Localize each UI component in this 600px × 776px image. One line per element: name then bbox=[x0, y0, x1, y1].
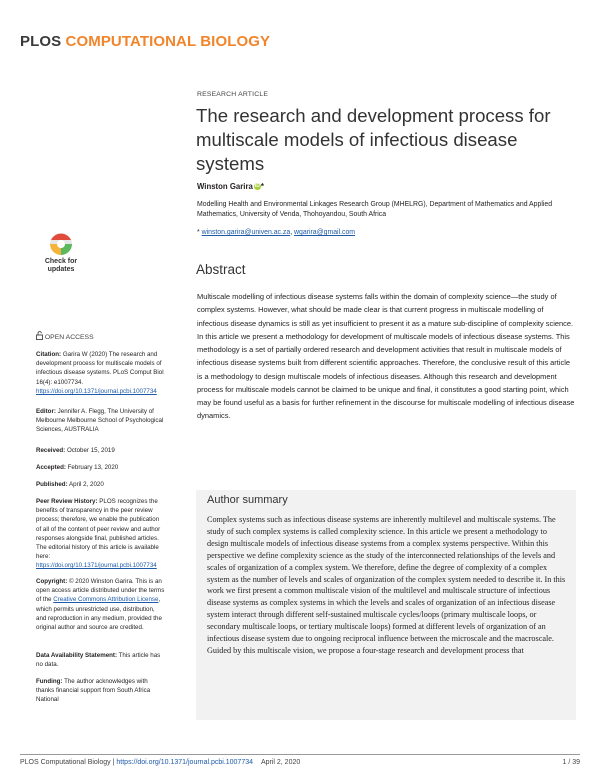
footer bbox=[20, 759, 300, 766]
author-name[interactable]: Winston Garira bbox=[197, 182, 253, 191]
journal-name bbox=[20, 33, 270, 50]
received-block bbox=[36, 446, 166, 455]
copyright-text-1: © 2020 Winston Garira. This is an open access article distributed under the terms of the bbox=[36, 578, 165, 604]
affiliation: Modelling Health and Environmental Linkages Research Group (MHELRG), Department of Mathematics and Applied Mathematics, University of Venda, Thohoyandou, South Africa bbox=[197, 201, 553, 218]
footer-journal: PLOS Computational Biology bbox=[20, 759, 111, 766]
accepted-date: February 13, 2020 bbox=[67, 464, 119, 471]
article-title: The research and development process for multiscale models of infectious disease systems bbox=[196, 105, 551, 174]
check-for-updates-line1: Check for bbox=[44, 258, 78, 265]
peer-review-block bbox=[36, 497, 166, 571]
abstract-text: Multiscale modelling of infectious disease systems falls within the domain of complexity science—the study of complex systems. However, what should be made clear is that current progress in multiscale modelling of infectious disease dynamics is still as yet insufficient to present it as a mature sub-discipline of complexity science. In this article we present a methodology for development of multiscale models of infectious disease systems. This methodology is a set of partially ordered research and development activities that result in multiscale models of infectious disease systems built from different scientific approaches. Therefore, the conclusive result of this article is a methodology to design multiscale models of infectious diseases. Although this research and development process for multiscale models cannot be claimed to be unique and final, it constitutes a good starting point, which may be found useful as a basis for further refinement in the discourse for multiscale modelling of infectious disease dynamics. bbox=[197, 292, 575, 421]
data-availability-label: Data Availability Statement: bbox=[36, 652, 118, 659]
author-summary-text: Complex systems such as infectious disease systems are inherently multilevel and multiscale systems. The study of such complex systems is called complexity science. In this article we present a methodology to design multiscale models of infectious disease systems from a complex systems perspective. Within this perspective we define complexity science as the study of the interconnected relationships of the levels and scales of organization of a complex system. We therefore, define the degree of complexity of a complex system as the number of levels and scales of organization of the complex system needed to describe it. In this work we first present a common multiscale vision of the multilevel and multiscale structure of infectious disease systems as complex systems in which the levels and scales of organization of an infectious disease system interact through different self-sustained multiscale cycles/loops (primary multiscale loops, or secondary multiscale loops, or tertiary multiscale loops) formed at different levels of organization of an infectious disease system due to ongoing reciprocal influence between the microscale and the macroscale. Guided by this multiscale vision, we propose a four-stage research and development process that bbox=[207, 515, 566, 655]
email-line bbox=[197, 229, 355, 236]
data-availability-text: This article has no data. bbox=[36, 652, 161, 669]
email-link-2[interactable]: wgarira@gmail.com bbox=[294, 229, 356, 236]
editor-text: Jennifer A. Flegg, The University of Melbourne Melbourne School of Psychological Sciences, AUSTRALIA bbox=[36, 408, 164, 434]
email-mark: * bbox=[197, 229, 200, 236]
license-link[interactable]: Creative Commons Attribution License bbox=[53, 596, 159, 604]
journal-name-title: COMPUTATIONAL BIOLOGY bbox=[65, 33, 271, 50]
article-type: RESEARCH ARTICLE bbox=[197, 91, 269, 98]
check-for-updates-badge[interactable] bbox=[38, 230, 84, 280]
accepted-block bbox=[36, 463, 166, 472]
abstract-heading: Abstract bbox=[196, 262, 246, 277]
footer-date: April 2, 2020 bbox=[260, 759, 301, 766]
citation-doi-link[interactable]: https://doi.org/10.1371/journal.pcbi.1007734 bbox=[36, 387, 157, 395]
footer-divider bbox=[20, 754, 580, 755]
received-label: Received: bbox=[36, 447, 66, 454]
editor-label: Editor: bbox=[36, 408, 56, 415]
orcid-icon[interactable]: iD bbox=[254, 183, 260, 190]
journal-name-plos: PLOS bbox=[20, 33, 62, 50]
footer-separator: | bbox=[110, 759, 117, 766]
footer-doi-link[interactable]: https://doi.org/10.1371/journal.pcbi.1007734 bbox=[116, 759, 253, 766]
published-block bbox=[36, 480, 166, 489]
open-access-label bbox=[36, 331, 94, 341]
corresponding-mark: * bbox=[260, 182, 264, 191]
author-summary-heading: Author summary bbox=[207, 494, 288, 506]
editor-block bbox=[36, 407, 166, 435]
copyright-label: Copyright: bbox=[36, 578, 68, 585]
citation-text: Garira W (2020) The research and development process for multiscale models of infectious disease systems. PLoS Comput Biol 16(4): e1007734. bbox=[36, 351, 164, 386]
accepted-label: Accepted: bbox=[36, 464, 66, 471]
email-separator: , bbox=[290, 229, 295, 236]
funding-text: The author acknowledges with thanks financial support from South Africa National bbox=[36, 678, 151, 704]
open-lock-icon bbox=[36, 331, 43, 340]
copyright-block bbox=[36, 577, 166, 632]
open-access-text: OPEN ACCESS bbox=[44, 334, 94, 341]
peer-review-link[interactable]: https://doi.org/10.1371/journal.pcbi.1007734 bbox=[36, 562, 157, 570]
funding-label: Funding: bbox=[36, 678, 63, 685]
check-for-updates-line2: updates bbox=[47, 266, 75, 273]
page-number: 1 / 39 bbox=[562, 759, 580, 766]
peer-review-text: PLOS recognizes the benefits of transparency in the peer review process; therefore, we enable the publication of all of the content of peer review and author responses alongside final, published articles. The editorial history of this article is available here: bbox=[36, 498, 161, 561]
email-link-1[interactable]: winston.garira@univen.ac.za bbox=[201, 229, 291, 236]
data-availability-block bbox=[36, 651, 166, 669]
peer-review-label: Peer Review History: bbox=[36, 498, 98, 505]
citation-label: Citation: bbox=[36, 351, 62, 358]
published-label: Published: bbox=[36, 481, 68, 488]
published-date: April 2, 2020 bbox=[69, 481, 104, 488]
received-date: October 15, 2019 bbox=[66, 447, 115, 454]
author-line bbox=[197, 182, 264, 191]
citation-block bbox=[36, 350, 166, 396]
funding-block bbox=[36, 677, 166, 705]
copyright-text-2: , which permits unrestricted use, distribution, and reproduction in any medium, provided the original author and source are credited. bbox=[36, 596, 162, 632]
